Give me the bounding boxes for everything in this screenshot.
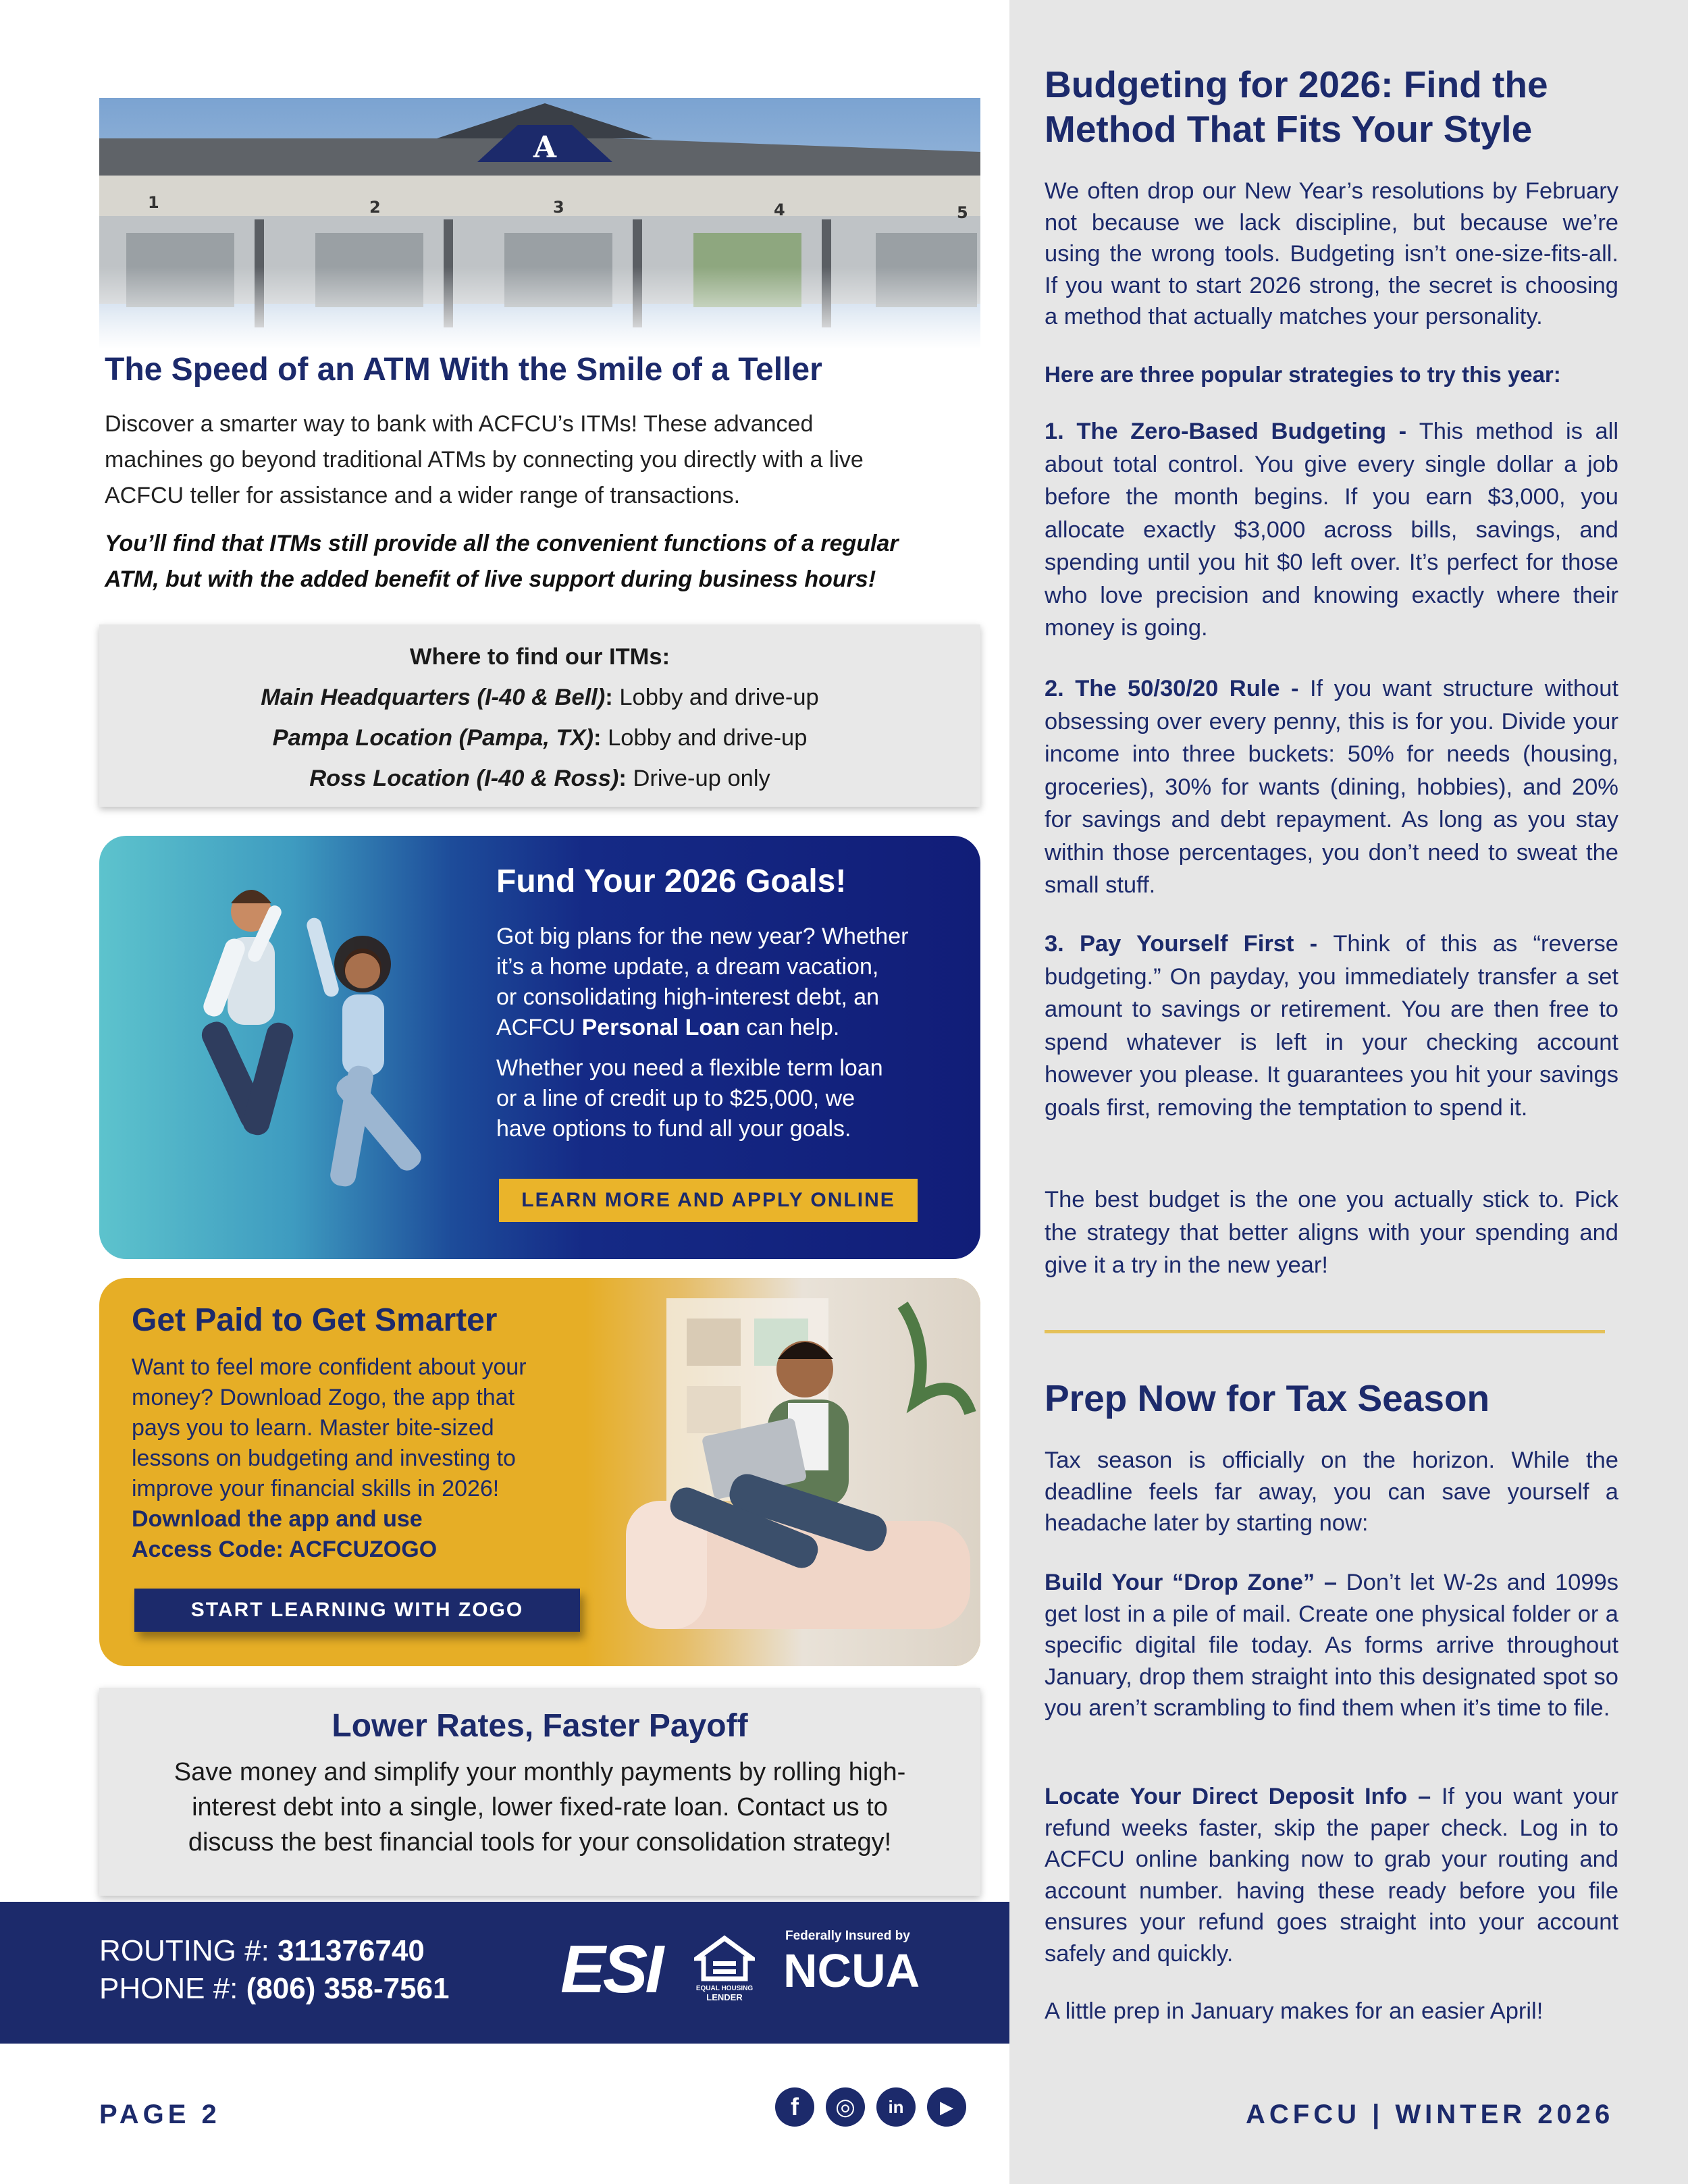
facebook-icon[interactable]: f [775, 2087, 814, 2127]
issue-label: ACFCU | WINTER 2026 [1246, 2100, 1614, 2129]
lower-rates-title: Lower Rates, Faster Payoff [332, 1708, 748, 1744]
itm-locations-box [99, 624, 980, 807]
routing-number: ROUTING #: 311376740 [99, 1934, 425, 1967]
tax-intro: Tax season is officially on the horizon. While the deadline feels far away, you can save yourself a headache later by starting now: [1045, 1447, 1618, 1536]
itm-locations-title: Where to find our ITMs: [409, 644, 670, 670]
atm-section-paragraph: Discover a smarter way to bank with ACFCU’s ITMs! These advanced machines go beyond traditional ATMs by connecting you directly with a live ACFCU teller for assistance and a wider range of transactions. [105, 411, 864, 508]
itm-location-main: Main Headquarters (I-40 & Bell): Lobby and drive-up [261, 685, 819, 710]
start-learning-zogo-button[interactable]: START LEARNING WITH ZOGO [134, 1589, 580, 1632]
tax-direct-deposit: Locate Your Direct Deposit Info – If you want your refund weeks faster, skip the paper check. Log in to ACFCU online banking now to grab your routing and account number. having these ready before you file ensures your refund goes straight into your account safely and quickly. [1045, 1784, 1618, 1967]
contact-logo-band [0, 1902, 1009, 2044]
social-links [775, 2087, 966, 2127]
equal-housing-lender-logo: EQUAL HOUSING LENDER [694, 1934, 755, 2002]
budgeting-subhead: Here are three popular strategies to try this year: [1045, 362, 1561, 387]
bay-number-4: 4 [774, 201, 785, 219]
zogo-card-title: Get Paid to Get Smarter [132, 1302, 498, 1338]
itm-location-ross: Ross Location (I-40 & Ross): Drive-up only [309, 766, 770, 791]
lower-rates-box [99, 1688, 980, 1896]
zogo-card-paragraph: Want to feel more confident about your money? Download Zogo, the app that pays you to learn. Master bite-sized lessons on budgeting and investing to improve your financial skills in 2026! Download the app and use Access Code: ACFCUZOGO [132, 1352, 618, 1565]
strategy-50-30-20: 2. The 50/30/20 Rule - If you want structure without obsessing over every penny, this is for you. Divide your income into three buckets: 50% for needs (housing, groceries), 30% for wants (dining, hobbies), and 20% for savings and debt repayment. As long as you stay within those percentages, you don’t need to sweat the small stuff. [1045, 676, 1618, 898]
fund-card-paragraph-1: Got big plans for the new year? Whether it’s a home update, a dream vacation, or consolidating high-interest debt, an ACFCU Personal Loan can help. [496, 924, 909, 1040]
page-number: PAGE 2 [99, 2100, 221, 2129]
fund-card-paragraph-2: Whether you need a flexible term loan or a line of credit up to $25,000, we have options to fund all your goals. [496, 1055, 883, 1142]
zogo-access-code: Access Code: ACFCUZOGO [132, 1537, 438, 1562]
atm-building-photo [99, 98, 980, 349]
linkedin-icon[interactable]: in [876, 2087, 916, 2127]
learn-more-apply-button[interactable]: LEARN MORE AND APPLY ONLINE [499, 1179, 918, 1222]
section-divider [1045, 1330, 1605, 1333]
phone-number[interactable]: PHONE #: (806) 358-7561 [99, 1972, 450, 2005]
fund-goals-card [99, 836, 980, 1259]
tax-title: Prep Now for Tax Season [1045, 1377, 1490, 1419]
youtube-icon[interactable]: ▶ [927, 2087, 966, 2127]
ncua-logo: NCUA [783, 1944, 920, 1997]
instagram-icon[interactable]: ◎ [826, 2087, 865, 2127]
atm-section-heading: The Speed of an ATM With the Smile of a Teller [105, 352, 822, 388]
atm-section-highlight: You’ll find that ITMs still provide all the convenient functions of a regular ATM, but with the added benefit of live support during business hours! [105, 531, 899, 592]
zogo-card [99, 1278, 980, 1666]
bay-number-3: 3 [553, 198, 564, 217]
bay-number-1: 1 [148, 193, 159, 212]
person-with-laptop-illustration [585, 1278, 980, 1666]
budgeting-title: Budgeting for 2026: Find the Method That Fits Your Style [1045, 63, 1548, 150]
equal-housing-icon [694, 1934, 755, 1981]
lower-rates-paragraph: Save money and simplify your monthly payments by rolling high- interest debt into a single, lower fixed-rate loan. Contact us to discuss the best financial tools for your consolidation strategy! [174, 1758, 906, 1857]
strategy-zero-based: 1. The Zero-Based Budgeting - This method is all about total control. You give every single dollar a job before the month begins. If you earn $3,000, you allocate exactly $3,000 across bills, savings, and spending until you hit $0 left over. It’s perfect for those who love precision and knowing exactly where their money is going. [1045, 419, 1619, 641]
tax-drop-zone: Build Your “Drop Zone” – Don’t let W-2s and 1099s get lost in a pile of mail. Create one physical folder or a specific digital file today. As forms arrive throughout January, drop them straight into this designated spot so you aren’t scrambling to find them when it’s time to file. [1045, 1570, 1618, 1721]
esi-logo: ESI [560, 1932, 662, 2007]
strategy-pay-yourself-first: 3. Pay Yourself First - Think of this as “reverse budgeting.” On payday, you immediately transfer a set amount to savings or retirement. You are then free to spend whatever is left in your checking account however you please. It guarantees you hit your savings goals first, removing the temptation to spend it. [1045, 931, 1618, 1121]
tax-closing: A little prep in January makes for an easier April! [1045, 1998, 1544, 2024]
itm-location-pampa: Pampa Location (Pampa, TX): Lobby and drive-up [272, 725, 808, 751]
atm-building-illustration [99, 98, 980, 349]
roof-logo-letter: A [533, 130, 557, 165]
fund-card-title: Fund Your 2026 Goals! [496, 863, 847, 899]
jumping-couple-illustration [113, 863, 491, 1241]
budgeting-closing: The best budget is the one you actually stick to. Pick the strategy that better aligns with your spending and give it a try in the new year! [1045, 1187, 1618, 1278]
bay-number-2: 2 [369, 198, 381, 217]
ncua-tagline: Federally Insured by [785, 1929, 910, 1943]
bay-number-5: 5 [957, 203, 968, 222]
budgeting-intro: We often drop our New Year’s resolutions by February not because we lack discipline, but because we’re using the wrong tools. Budgeting isn’t one-size-fits-all. If you want to start 2026 strong, the secret is choosing a method that actually matches your personality. [1045, 178, 1618, 329]
